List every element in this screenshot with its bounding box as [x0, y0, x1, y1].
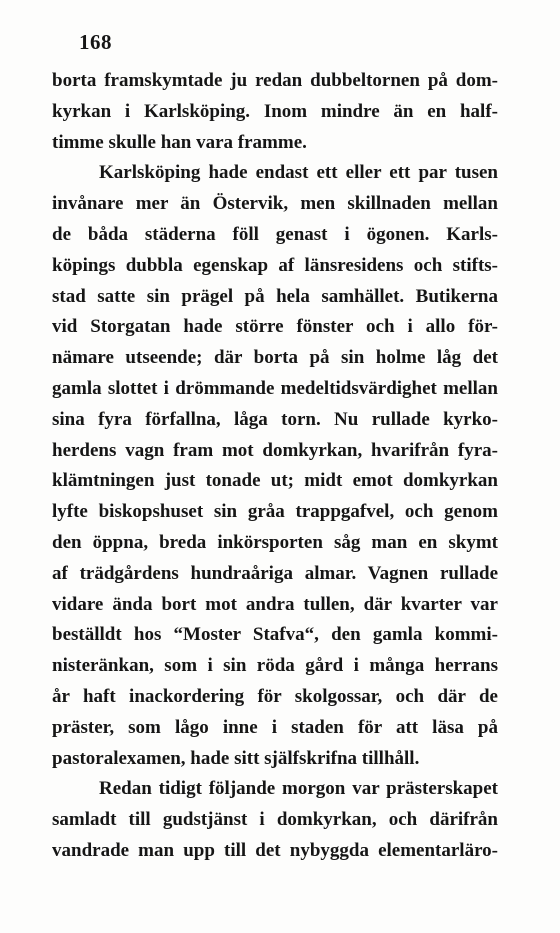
text-line: år haft inackordering för skolgossar, och där de	[52, 685, 498, 707]
text-line: vidare ända bort mot andra tullen, där kvarter var	[52, 593, 498, 615]
text-line: vandrade man upp till det nybyggda elementarläro-	[52, 839, 498, 861]
body-text	[52, 66, 498, 867]
text-line: nämare utseende; där borta på sin holme låg det	[52, 347, 498, 369]
text-line: kyrkan i Karlsköping. Inom mindre än en half-	[52, 100, 498, 122]
text-line: herdens vagn fram mot domkyrkan, hvarifrån fyra-	[52, 439, 498, 461]
text-line: nisteränkan, som i sin röda gård i många herrans	[52, 655, 498, 677]
text-line: den öppna, breda inkörsporten såg man en skymt	[52, 531, 498, 553]
text-line: Karlsköping hade endast ett eller ett par tusen	[99, 162, 498, 184]
text-line: borta framskymtade ju redan dubbeltornen på dom-	[52, 70, 498, 91]
text-line: vid Storgatan hade större fönster och i allo för-	[52, 316, 498, 338]
text-line: af trädgårdens hundraåriga almar. Vagnen rullade	[52, 562, 498, 584]
text-line: klämtningen just tonade ut; midt emot domkyrkan	[52, 470, 498, 492]
text-line: de båda städerna föll genast i ögonen. Karls-	[52, 223, 498, 245]
text-line: lyfte biskopshuset sin gråa trappgafvel, och genom	[52, 501, 498, 523]
text-line: präster, som lågo inne i staden för att läsa på	[52, 716, 498, 738]
text-line: Redan tidigt följande morgon var prästerskapet	[99, 778, 498, 800]
text-line: timme skulle han vara framme.	[52, 131, 307, 153]
text-line: beställdt hos “Moster Stafva“, den gamla kommi-	[52, 624, 498, 646]
text-line: gamla slottet i drömmande medeltidsvärdighet mellan	[52, 377, 498, 399]
text-line: invånare mer än Östervik, men skillnaden mellan	[52, 193, 498, 215]
page-number: 168	[79, 30, 112, 54]
text-line: pastoralexamen, hade sitt själfskrifna tillhåll.	[52, 747, 420, 769]
text-line: stad satte sin prägel på hela samhället. Butikerna	[52, 285, 498, 307]
text-line: samladt till gudstjänst i domkyrkan, och därifrån	[52, 809, 498, 831]
text-line: sina fyra förfallna, låga torn. Nu rullade kyrko-	[52, 408, 498, 430]
text-line: köpings dubbla egenskap af länsresidens och stifts-	[52, 254, 498, 276]
